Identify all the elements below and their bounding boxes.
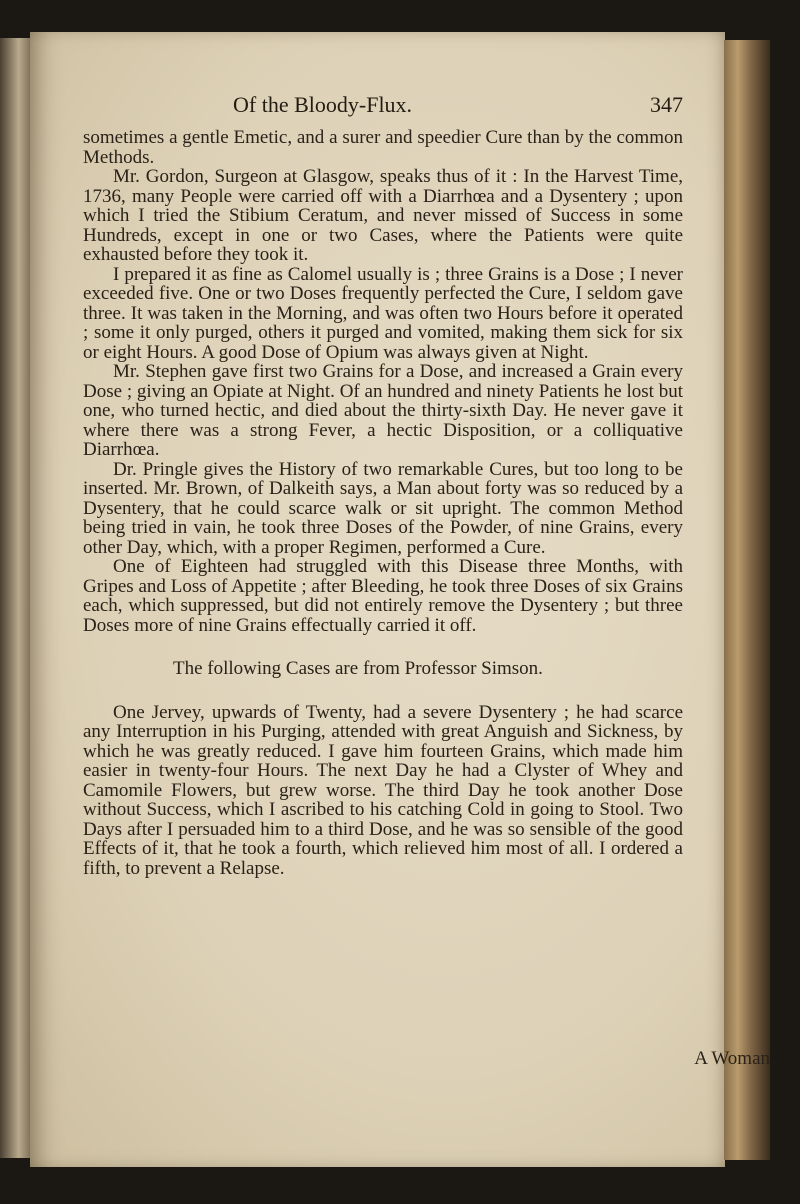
running-title: Of the Bloody-Flux. [233, 92, 413, 117]
paragraph-1: sometimes a gentle Emetic, and a surer and speedier Cure than by the common Methods. [83, 127, 683, 168]
previous-page-edge [0, 38, 34, 1158]
page-number: 347 [650, 92, 683, 117]
page-stack-edge [724, 40, 770, 1160]
paragraph-2: Mr. Gordon, Surgeon at Glasgow, speaks thus of it : In the Harvest Time, 1736, many People were carried off with a Diarrhœa and a Dysentery ; upon which I tried the Stibium Ceratum, and never missed of Success in some Hundreds, except in one or two Cases, where the Patients were quite exhausted before they took it. [83, 166, 683, 265]
section-heading: The following Cases are from Professor Simson. [173, 658, 543, 679]
catchword: A Woman [694, 1048, 770, 1069]
paragraph-7: One Jervey, upwards of Twenty, had a severe Dysentery ; he had scarce any Interruption in his Purging, attended with great Anguish and Sickness, by which he was greatly reduced. I gave him fourteen Grains, which made him easier in twenty-four Hours. The next Day he had a Clyster of Whey and Camomile Flowers, but grew worse. The third Day he took another Dose without Success, which I ascribed to his catching Cold in going to Stool. Two Days after I persuaded him to a third Dose, and he was so sensible of the good Effects of it, that he took a fourth, which relieved him most of all. I ordered a fifth, to prevent a Relapse. [83, 701, 683, 879]
paragraph-6: One of Eighteen had struggled with this Disease three Months, with Gripes and Loss of Appetite ; after Bleeding, he took three Doses of six Grains each, which suppressed, but did not entirely remove the Dysentery ; but three Doses more of nine Grains effectually carried it off. [83, 556, 683, 636]
page-body [83, 128, 683, 878]
running-header [83, 92, 683, 119]
paragraph-4: Mr. Stephen gave first two Grains for a Dose, and increased a Grain every Dose ; giving an Opiate at Night. Of an hundred and ninety Patients he lost but one, who turned hectic, and died about the thirty-sixth Day. He never gave it where there was a strong Fever, a hectic Disposition, or a colliquative Diarrhœa. [83, 361, 683, 460]
paragraph-5: Dr. Pringle gives the History of two remarkable Cures, but too long to be inserted. Mr. Brown, of Dalkeith says, a Man about forty was so reduced by a Dysentery, that he could scarce walk or sit upright. The common Method being tried in vain, he took three Doses of the Powder, of nine Grains, every other Day, which, with a proper Regimen, performed a Cure. [83, 458, 683, 558]
paragraph-3: I prepared it as fine as Calomel usually is ; three Grains is a Dose ; I never exceeded five. One or two Doses frequently perfected the Cure, I seldom gave three. It was taken in the Morning, and was often two Hours before it operated ; some it only purged, others it purged and vomited, making them sick for six or eight Hours. A good Dose of Opium was always given at Night. [83, 263, 683, 363]
